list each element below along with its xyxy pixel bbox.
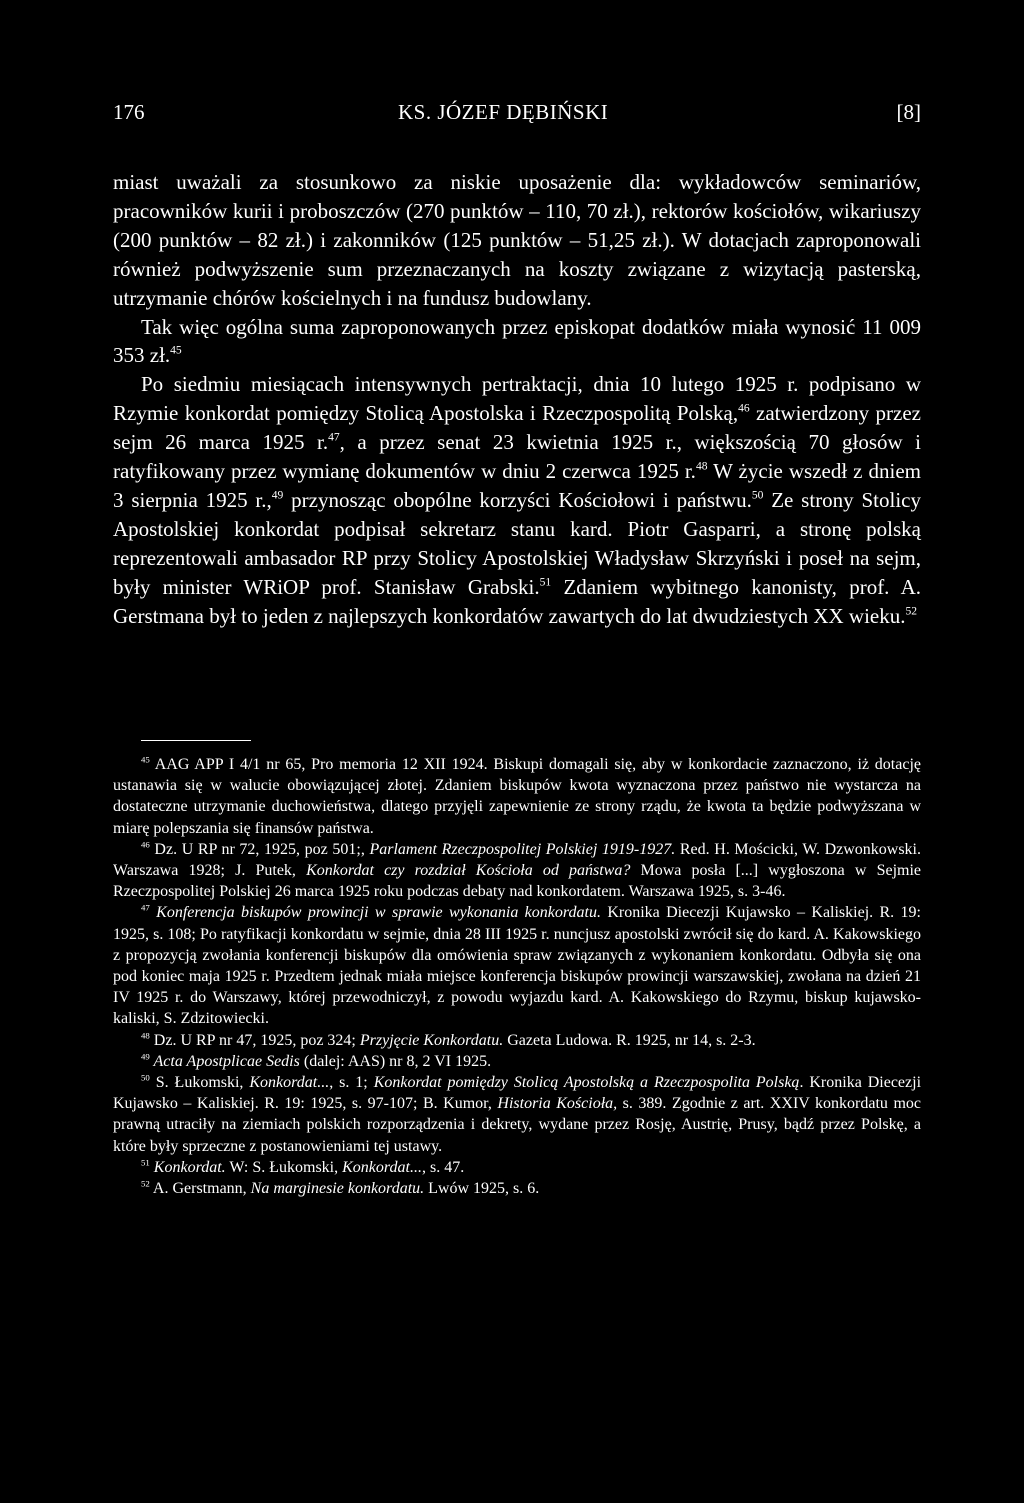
footnote-title: Konkordat... [342, 1158, 422, 1176]
footnote-text: Kronika Diecezji Kujawsko – Kaliskiej. R. 19: 1925, s. 108; Po ratyfikacji konkordatu w sejmie, dnia 28 III 1925 r. nuncjusz apostolski zwrócił się do kard. A. Kakowskiego z propozycją zwołania konferencji biskupów dla omówienia spraw związanych z wykonaniem konkordatu. Odbyła się ona pod koniec maja 1925 r. Przedtem jednak miała miejsce konferencja biskupów prowincji warszawskiej, zwołana na dzień 21 IV 1925 r. do Warszawy, której przewodniczył, z powodu wyjazdu kard. A. Kakowskiego do Rzymu, biskup kujawsko-kaliski, S. Zdzitowiecki. [113, 904, 921, 1028]
footnote-title: Acta Apostplicae Sedis [149, 1052, 300, 1070]
section-marker: [8] [896, 100, 921, 124]
footnote-ref-51[interactable]: 51 [539, 576, 552, 589]
footnote-text: S. Łukomski, [149, 1074, 250, 1092]
paragraph-3-part-c: , a przez senat 23 kwietnia 1925 r., większością 70 głosów i ratyfikowany przez wymianę dokumentów w dniu 2 czerwca 1925 r. [113, 430, 921, 484]
footnote-49 [113, 1051, 921, 1072]
footnote-title: Historia Kościoła, [497, 1095, 618, 1113]
footnote-text: , s. 1; [329, 1074, 374, 1092]
footnote-text: W: S. Łukomski, [225, 1158, 343, 1176]
running-header [113, 100, 921, 130]
footnote-title: Konferencja biskupów prowincji w sprawie wykonania konkordatu. [149, 904, 601, 922]
footnote-51 [113, 1157, 921, 1178]
footnote-number: 46 [141, 839, 150, 850]
paragraph-3-part-b: zatwierdzony przez sejm 26 marca 1925 r. [113, 401, 921, 455]
footnote-ref-47[interactable]: 47 [328, 431, 340, 444]
footnote-50 [113, 1072, 921, 1157]
footnote-title: Przyjęcie Konkordatu. [359, 1031, 504, 1049]
footnote-number: 50 [141, 1072, 150, 1083]
footnote-number: 47 [141, 902, 150, 913]
paragraph-3 [113, 370, 921, 630]
footnote-text: Mowa posła [...] wygłoszona w Sejmie Rzeczpospolitej Polskiej 26 marca 1925 roku podczas debaty nad konkordatem. Warszawa 1925, s. 3-46. [113, 862, 922, 901]
footnote-title: Konkordat. [149, 1158, 226, 1176]
footnote-title: Na marginesie konkordatu. [250, 1180, 425, 1198]
running-title: KS. JÓZEF DĘBIŃSKI [398, 100, 609, 124]
paragraph-2 [113, 313, 921, 371]
paragraph-3-part-a: Po siedmiu miesiącach intensywnych pertraktacji, dnia 10 lutego 1925 r. podpisano w Rzymie konkordat pomiędzy Stolicą Apostolska i Rzeczpospolitą Polską, [113, 372, 921, 426]
footnote-text: Lwów 1925, s. 6. [424, 1180, 540, 1198]
paragraph-3-part-f: Ze strony Stolicy Apostolskiej konkordat podpisał sekretarz stanu kard. Piotr Gasparri, a stronę polską reprezentowali ambasador RP przy Stolicy Apostolskiej Władysław Skrzyński i poseł na sejm, były minister WRiOP prof. Stanisław Grabski. [113, 487, 922, 599]
footnote-45 [113, 754, 921, 839]
footnote-text: (dalej: AAS) nr 8, 2 VI 1925. [299, 1052, 492, 1070]
main-text [113, 168, 921, 631]
footnote-text: . Kronika Diecezji Kujawsko – Kaliskiej. R. 19: 1925, s. 97-107; B. Kumor, [113, 1074, 922, 1113]
footnote-ref-49[interactable]: 49 [271, 489, 284, 502]
footnote-number: 45 [141, 754, 150, 765]
footnote-text: A. Gerstmann, [149, 1180, 251, 1198]
footnote-title: Konkordat czy rozdział Kościoła od państwa? [306, 862, 631, 880]
paragraph-1: miast uważali za stosunkowo za niskie uposażenie dla: wykładowców seminariów, pracowników kurii i proboszczów (270 punktów – 110, 70 zł.), rektorów kościołów, wikariuszy (200 punktów – 82 zł.) i zakonników (125 punktów – 51,25 zł.). W dotacjach zaproponowali również podwyższenie sum przeznaczanych na koszty związane z wizytacją pasterską, utrzymanie chórów kościelnych i na fundusz budowlany. [113, 170, 921, 310]
paragraph-2-text: Tak więc ogólna suma zaproponowanych przez episkopat dodatków miała wynosić 11 009 353 zł. [113, 314, 921, 368]
paragraph-3-part-g: Zdaniem wybitnego kanonisty, prof. A. Gerstmana był to jeden z najlepszych konkordatów zawartych do lat dwudziestych XX wieku. [113, 574, 921, 628]
footnote-ref-52[interactable]: 52 [905, 604, 918, 617]
footnote-number: 52 [141, 1178, 150, 1189]
footnote-number: 49 [141, 1051, 150, 1062]
footnote-text: Dz. U RP nr 47, 1925, poz 324; [149, 1031, 360, 1049]
paragraph-3-part-e: przynosząc obopólne korzyści Kościołowi i państwu. [283, 487, 752, 512]
footnote-text: Red. H. Mościcki, W. Dzwonkowski. Warszawa 1928; J. Putek, [113, 840, 922, 880]
page-number: 176 [113, 100, 145, 124]
footnote-title: Parlament Rzeczpospolitej Polskiej 1919-1927. [369, 840, 676, 858]
footnote-text: s. 389. Zgodnie z art. XXIV konkordatu moc prawną utraciły na ziemiach polskich rozporządzenia i dekrety, wydane przez Rosję, Austrię, Prusy, bądź przez Polskę, a które były sprzeczne z postanowieniami tej ustawy. [113, 1095, 922, 1155]
footnote-46 [113, 839, 921, 903]
footnote-number: 48 [141, 1030, 150, 1041]
footnote-text: Dz. U RP nr 72, 1925, poz 501;, [149, 840, 370, 858]
footnote-title: Konkordat... [249, 1074, 330, 1092]
footnotes [113, 754, 921, 1199]
footnote-text: Gazeta Ludowa. R. 1925, nr 14, s. 2-3. [503, 1031, 756, 1049]
paragraph-3-part-d: W życie wszedł z dniem 3 sierpnia 1925 r., [113, 459, 921, 512]
footnote-48 [113, 1030, 921, 1051]
footnote-title: Konkordat pomiędzy Stolicą Apostolską a Rzeczpospolita Polską [373, 1074, 800, 1092]
footnote-separator [141, 740, 251, 741]
footnote-52 [113, 1178, 921, 1199]
footnote-ref-48[interactable]: 48 [695, 460, 708, 473]
footnote-ref-45[interactable]: 45 [170, 344, 182, 357]
footnote-text: , s. 47. [421, 1158, 465, 1176]
footnote-ref-46[interactable]: 46 [738, 402, 750, 415]
footnote-number: 51 [141, 1157, 150, 1168]
footnote-ref-50[interactable]: 50 [751, 489, 764, 502]
footnote-text: AAG APP I 4/1 nr 65, Pro memoria 12 XII 1924. Biskupi domagali się, aby w konkordacie zaznaczono, iż dotację ustanawia się w walucie obowiązującej złotej. Zdaniem biskupów kwota wyznaczona przez państwo nie wystarcza na dostateczne utrzymanie duchowieństwa, dlatego przyjęli zapewnienie ze strony rządu, że kwota ta będzie podwyższana w miarę polepszania się finansów państwa. [113, 756, 921, 837]
footnote-47 [113, 902, 921, 1029]
